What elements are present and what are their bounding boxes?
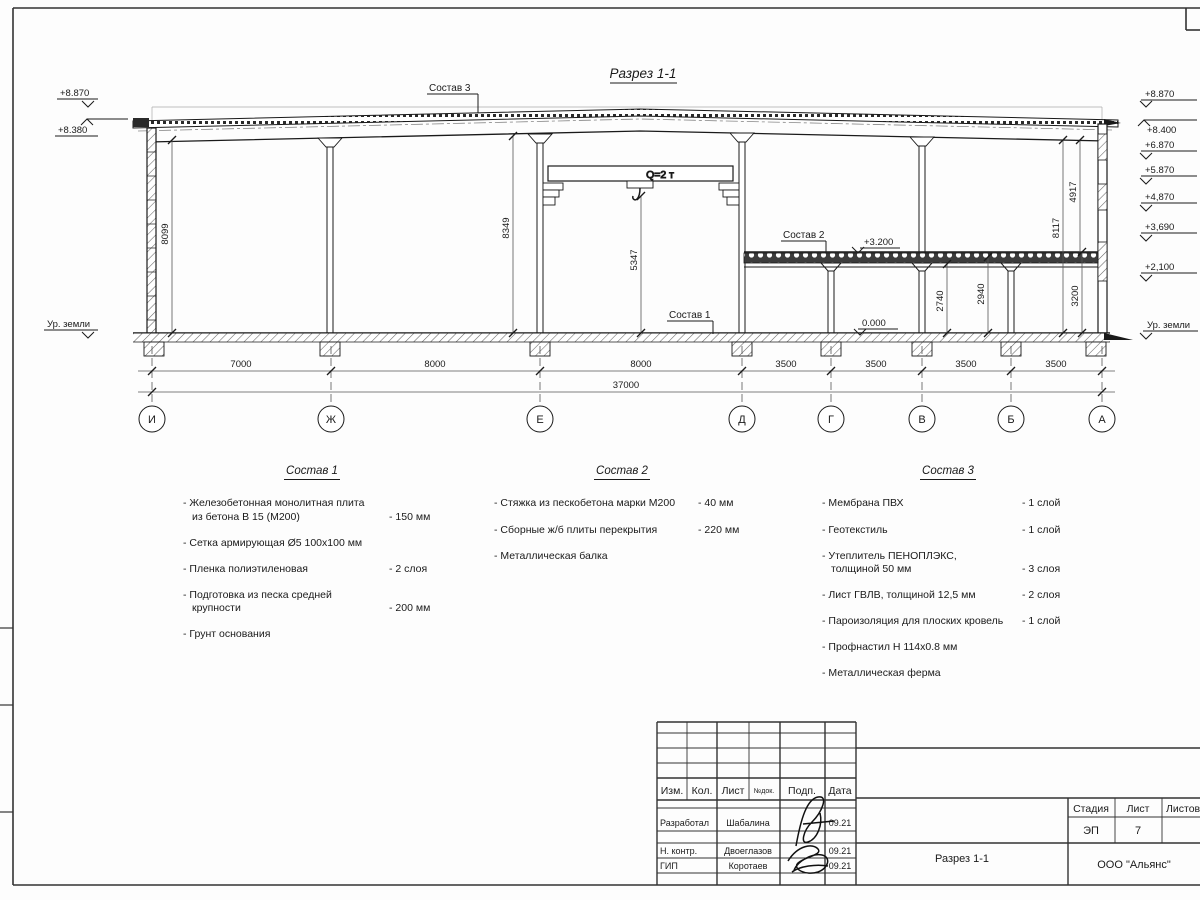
doc-name: Разрез 1-1 [934, 853, 990, 865]
row-name: Двоеглазов [724, 846, 772, 856]
composition-list-3 [822, 464, 1074, 693]
axis-label: А [1098, 414, 1106, 426]
elevation-marks-right [1138, 89, 1198, 339]
stage-value: ЭП [1083, 825, 1099, 837]
stage-label: Стадия [1073, 803, 1109, 815]
crane-bracket-left [543, 183, 563, 205]
level-right-2: +6.870 [1145, 140, 1175, 151]
foundation-pads [144, 342, 1106, 356]
level-ridge-left: +8.870 [60, 88, 90, 99]
crane-bracket-right [719, 183, 739, 205]
composition-item: - Грунт основания [183, 628, 271, 641]
composition-item: - Сборные ж/б плиты перекрытия - 220 мм [494, 523, 740, 536]
row-date: 09.21 [828, 818, 852, 828]
dimensions-horizontal [138, 359, 1115, 396]
composition-item: - Железобетонная монолитная плита из бетона В 15 (М200) - 150 мм [183, 497, 431, 523]
axis-label: И [148, 414, 156, 426]
sheet-value: 7 [1134, 825, 1142, 837]
span-dim: 3500 [775, 359, 797, 370]
row-date: 09.21 [828, 846, 852, 856]
span-dim: 7000 [230, 359, 252, 370]
walls-columns [147, 124, 1107, 335]
left-parapet [133, 118, 149, 127]
signature-1 [796, 797, 834, 846]
header-list: Лист [721, 785, 745, 797]
composition-item: - Пленка полиэтиленовая - 2 слоя [183, 562, 428, 575]
level-floor: 0.000 [862, 318, 886, 329]
header-izm: Изм. [660, 785, 684, 797]
crane-trolley [627, 181, 653, 188]
composition-item: - Пароизоляция для плоских кровель - 1 слой [822, 615, 1061, 627]
composition-title: Состав 3 [822, 464, 1074, 480]
wall-right-panels [1098, 134, 1107, 281]
header-kol: Кол. [691, 785, 713, 797]
axis-label: В [918, 414, 926, 426]
company-name: ООО "Альянс" [1097, 859, 1171, 871]
composition-list-2 [494, 464, 750, 576]
vert-dim-labels [160, 181, 1081, 311]
level-mezzanine: +3.200 [864, 237, 894, 248]
dim-8349: 8349 [501, 217, 512, 239]
composition-item: - Утеплитель ПЕНОПЛЭКС, толщиной 50 мм - 3 слоя [822, 549, 1061, 575]
roof-deck [133, 109, 1118, 128]
header-podp: Подп. [788, 785, 816, 797]
composition-item: - Металлическая балка [494, 549, 608, 562]
title-block-headers [661, 785, 852, 797]
composition-item: - Стяжка из пескобетона марки М200 - 40 мм [494, 497, 734, 510]
row-role: ГИП [660, 861, 678, 871]
margin-ticks [0, 628, 13, 812]
crane-capacity-label: Q=2 т [646, 169, 674, 181]
row-role: Разработал [660, 818, 709, 828]
header-data: Дата [828, 785, 852, 797]
level-eave-left: +8.380 [58, 125, 88, 136]
level-right-1: +8.400 [1147, 125, 1177, 136]
level-right-6: +2,100 [1145, 262, 1175, 273]
section-title-text: Разрез 1-1 [609, 66, 677, 81]
axis-labels [148, 414, 1106, 426]
roof-truss [133, 107, 1121, 142]
span-dim: 3500 [865, 359, 887, 370]
axis-label: Д [738, 414, 746, 426]
composition-item: - Лист ГВЛВ, толщиной 12,5 мм - 2 слоя [822, 588, 1061, 601]
row-name: Шабалина [726, 818, 770, 828]
row-date: 09.21 [828, 861, 852, 871]
axis-label: Г [828, 414, 834, 426]
dim-2740: 2740 [935, 290, 946, 312]
sheet-label: Лист [1126, 803, 1150, 815]
leader-sostav1: Состав 1 [669, 310, 711, 321]
span-dim-labels [230, 359, 1066, 391]
dim-8099: 8099 [160, 223, 171, 245]
leader-sostav3: Состав 3 [429, 83, 471, 94]
axis-label: Б [1007, 414, 1015, 426]
composition-list-1 [183, 464, 441, 654]
wall-left [147, 128, 156, 335]
composition-item: - Профнастил Н 114х0.8 мм [822, 641, 958, 654]
dimensions-vertical [160, 132, 1086, 337]
signature-2 [788, 846, 828, 873]
ground-floor [133, 333, 1133, 356]
composition-item: - Металлическая ферма [822, 667, 941, 680]
row-role: Н. контр. [660, 846, 698, 856]
level-right-5: +3,690 [1145, 222, 1175, 233]
level-right-4: +4,870 [1145, 192, 1175, 203]
level-right-7: Ур. земли [1147, 320, 1191, 331]
dim-3200: 3200 [1070, 285, 1081, 307]
composition-leaders [427, 83, 826, 334]
header-ndok: №док. [753, 788, 775, 795]
level-right-3: +5.870 [1145, 165, 1175, 176]
span-dim: 3500 [1045, 359, 1067, 370]
total-dim: 37000 [612, 380, 640, 391]
span-dim: 3500 [955, 359, 977, 370]
truss-bottom-chord [148, 131, 1106, 142]
dim-8117: 8117 [1051, 217, 1062, 239]
span-dim: 8000 [630, 359, 652, 370]
title-block-rows [660, 818, 851, 871]
level-right-0: +8.870 [1145, 89, 1175, 100]
dim-5347: 5347 [629, 249, 640, 271]
span-dim: 8000 [424, 359, 446, 370]
leader-sostav2: Состав 2 [783, 230, 825, 241]
dim-4917: 4917 [1068, 181, 1079, 203]
composition-item: - Сетка армирующая Ø5 100х100 мм [183, 536, 363, 549]
axis-label: Е [536, 414, 544, 426]
drawing-title [610, 66, 677, 83]
axis-label: Ж [325, 414, 337, 426]
sheets-label: Листов [1166, 803, 1200, 815]
row-name: Коротаев [728, 861, 768, 871]
composition-item: - Мембрана ПВХ - 1 слой [822, 497, 1061, 510]
elevation-marks-left [44, 88, 128, 338]
dim-2940: 2940 [976, 283, 987, 305]
title-block [657, 722, 1200, 885]
level-ground-left: Ур. земли [47, 319, 91, 330]
composition-title: Состав 2 [494, 464, 750, 480]
composition-item: - Геотекстиль - 1 слой [822, 523, 1061, 536]
composition-title: Состав 1 [183, 464, 441, 480]
composition-item: - Подготовка из песка средней крупности - 200 мм [183, 588, 431, 614]
